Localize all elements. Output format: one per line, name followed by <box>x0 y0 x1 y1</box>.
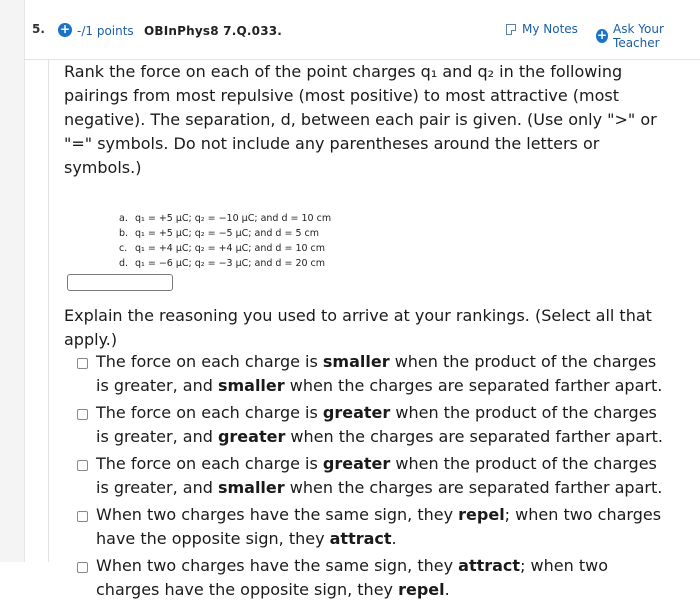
explain-prompt: Explain the reasoning you used to arrive at your rankings. (Select all that apply.) <box>64 306 652 349</box>
option-text: The force on each charge is greater when the product of the charges is greater, and smaller when the charges are separated farther apart. <box>96 454 663 497</box>
pairings-list <box>119 211 331 271</box>
item-text: q₁ = +5 μC; q₂ = −10 μC; and d = 10 cm <box>135 213 332 224</box>
item-text: q₁ = −6 μC; q₂ = −3 μC; and d = 20 cm <box>135 258 326 269</box>
checkbox[interactable] <box>77 460 88 471</box>
question-number: 5. <box>32 22 45 36</box>
item-letter: a. <box>119 213 128 224</box>
plus-icon: + <box>596 28 608 42</box>
option-text: When two charges have the same sign, they attract; when two charges have the opposite sign, they repel. <box>96 556 608 599</box>
item-letter: d. <box>119 258 129 269</box>
left-gutter <box>0 0 25 562</box>
points-label: -/1 points <box>77 24 134 38</box>
question-body <box>48 60 674 599</box>
option-row[interactable] <box>77 350 677 398</box>
ranking-answer-input[interactable] <box>67 274 173 291</box>
question-header <box>24 0 700 60</box>
checkbox[interactable] <box>77 562 88 573</box>
item-letter: b. <box>119 228 129 239</box>
list-item <box>119 241 331 256</box>
checkbox[interactable] <box>77 358 88 369</box>
prompt-text: Rank the force on each of the point charges q₁ and q₂ in the following pairings from most repulsive (most positive) to most attractive (most negative). The separation, d, between each pair is given. (Use only ">" or "=" symbols. Do not include any parentheses around the letters or symbols.) <box>64 62 657 177</box>
item-letter: c. <box>119 243 128 254</box>
my-notes-label: My Notes <box>522 22 578 36</box>
option-text: When two charges have the same sign, they repel; when two charges have the opposite sign, they attract. <box>96 505 662 548</box>
reasoning-options <box>77 350 677 605</box>
list-item <box>119 226 331 241</box>
option-text: The force on each charge is smaller when the product of the charges is greater, and smaller when the charges are separated farther apart. <box>96 352 663 395</box>
question-prompt <box>64 60 674 180</box>
option-row[interactable] <box>77 503 677 551</box>
list-item <box>119 211 331 226</box>
note-icon <box>506 24 516 35</box>
plus-icon[interactable]: + <box>59 22 71 36</box>
option-text: The force on each charge is greater when the product of the charges is greater, and greater when the charges are separated farther apart. <box>96 403 664 446</box>
list-item <box>119 256 331 271</box>
option-row[interactable] <box>77 401 677 449</box>
question-id: OBInPhys8 7.Q.033. <box>144 24 283 38</box>
ask-teacher-button[interactable] <box>596 22 700 50</box>
my-notes-button[interactable] <box>506 22 578 36</box>
item-text: q₁ = +5 μC; q₂ = −5 μC; and d = 5 cm <box>135 228 319 239</box>
ask-teacher-label: Ask Your Teacher <box>613 22 664 50</box>
item-text: q₁ = +4 μC; q₂ = +4 μC; and d = 10 cm <box>135 243 326 254</box>
checkbox[interactable] <box>77 409 88 420</box>
checkbox[interactable] <box>77 511 88 522</box>
option-row[interactable] <box>77 452 677 500</box>
option-row[interactable] <box>77 554 677 602</box>
